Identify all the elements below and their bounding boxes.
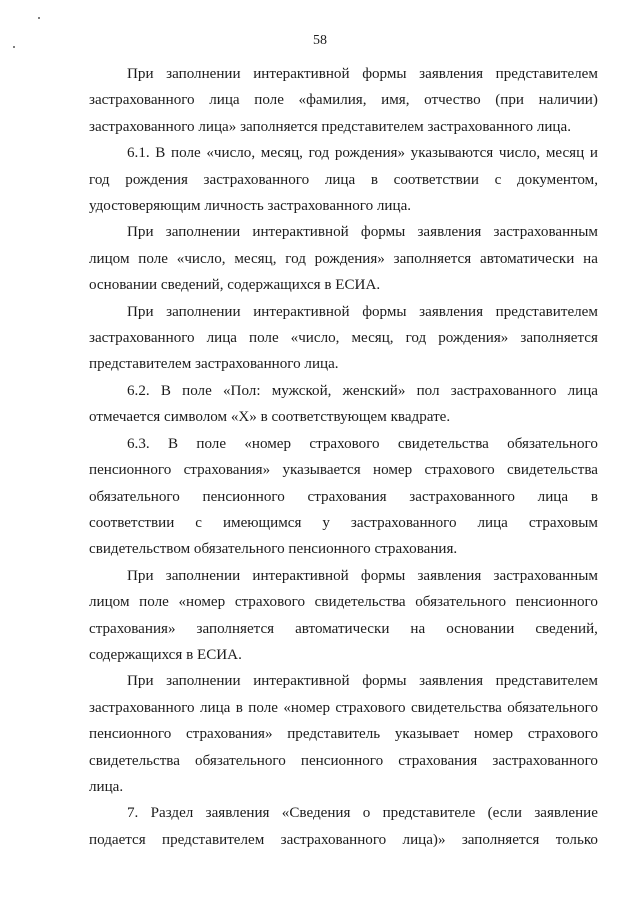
word: лица bbox=[537, 488, 569, 505]
word: отчество bbox=[424, 92, 481, 109]
page-number: 58 bbox=[313, 33, 327, 48]
word: При bbox=[127, 224, 154, 241]
word: застрахованного bbox=[492, 752, 598, 769]
text-line bbox=[89, 87, 598, 113]
word: лица)» bbox=[402, 831, 446, 848]
word: заявления bbox=[417, 567, 482, 584]
word: обязательного bbox=[415, 594, 507, 611]
scan-artifact-dot bbox=[38, 17, 40, 19]
word: заполнении bbox=[165, 567, 241, 584]
word: интерактивной bbox=[253, 66, 350, 82]
word: поле bbox=[254, 92, 284, 109]
word: В bbox=[155, 145, 166, 162]
word: формы bbox=[362, 673, 407, 690]
word: поле bbox=[182, 382, 212, 399]
word: В bbox=[160, 382, 171, 399]
word: сведений, bbox=[535, 620, 598, 637]
word: заявления bbox=[417, 224, 482, 241]
word: заявления bbox=[419, 303, 484, 320]
word: заявления bbox=[205, 805, 270, 822]
word: лицом bbox=[89, 594, 130, 611]
word: заявления bbox=[419, 66, 484, 82]
word: заявления bbox=[419, 673, 484, 690]
word: лица bbox=[324, 171, 356, 188]
word: соответствии bbox=[393, 171, 479, 188]
word: на bbox=[583, 250, 598, 267]
word: поле bbox=[249, 330, 279, 347]
word: «номер bbox=[244, 435, 292, 452]
word: номер bbox=[473, 726, 514, 743]
word: свидетельства bbox=[397, 435, 489, 452]
word: указываются bbox=[410, 145, 494, 162]
word: Раздел bbox=[150, 805, 194, 822]
word: заполнении bbox=[166, 303, 241, 320]
word: представителем bbox=[495, 673, 598, 690]
word: «Пол: bbox=[223, 382, 261, 399]
word: При bbox=[127, 673, 154, 690]
text-line bbox=[89, 748, 598, 774]
word: поле bbox=[138, 250, 168, 267]
word: страхования bbox=[398, 752, 478, 769]
word: наличии) bbox=[538, 92, 598, 109]
word: соответствии bbox=[89, 514, 175, 531]
text-line bbox=[89, 721, 598, 747]
word: месяц bbox=[545, 145, 585, 162]
word: заполнении bbox=[166, 673, 241, 690]
word: обязательного bbox=[507, 699, 598, 716]
word: интерактивной bbox=[253, 673, 350, 690]
text-line bbox=[89, 695, 598, 721]
word: документом, bbox=[516, 171, 598, 188]
text-line bbox=[89, 167, 598, 193]
word: страхового bbox=[234, 594, 306, 611]
text-line bbox=[89, 563, 598, 589]
word: автоматически bbox=[480, 250, 575, 267]
word: заполнении bbox=[166, 66, 241, 82]
text-line bbox=[89, 299, 598, 325]
word: только bbox=[555, 831, 598, 848]
word: застрахованного bbox=[203, 171, 310, 188]
word: свидетельства bbox=[89, 752, 180, 769]
text-line: представителем застрахованного лица. bbox=[89, 356, 339, 373]
word: страхования» bbox=[89, 620, 176, 637]
word: в bbox=[590, 488, 598, 505]
word: и bbox=[589, 145, 598, 162]
word: заполняется bbox=[196, 620, 275, 637]
word: на bbox=[410, 620, 426, 637]
word: рождения» bbox=[334, 145, 406, 162]
word: число, bbox=[498, 145, 541, 162]
text-line: лица. bbox=[89, 778, 124, 795]
word: интерактивной bbox=[253, 303, 350, 320]
scan-artifact-dot bbox=[13, 46, 15, 48]
word: страхового bbox=[335, 699, 406, 716]
word: страхования» bbox=[183, 462, 271, 479]
word: месяц, bbox=[260, 145, 303, 162]
word: страхового bbox=[424, 462, 495, 479]
body-text bbox=[89, 61, 598, 853]
word: интерактивной bbox=[252, 567, 349, 584]
word: представителе bbox=[382, 805, 476, 822]
word: лица bbox=[199, 699, 231, 716]
word: год bbox=[308, 145, 330, 162]
word: пенсионного bbox=[202, 488, 285, 505]
word: пенсионного bbox=[300, 752, 384, 769]
text-line: содержащихся в ЕСИА. bbox=[89, 646, 242, 663]
word: месяц, bbox=[234, 250, 277, 267]
word: лица bbox=[206, 330, 237, 347]
word: представитель bbox=[287, 726, 381, 743]
word: При bbox=[127, 66, 154, 82]
text-line bbox=[89, 484, 598, 510]
word: формы bbox=[360, 224, 406, 241]
word: рождения» bbox=[438, 330, 509, 347]
word: «число, bbox=[290, 330, 340, 347]
word: в bbox=[235, 699, 243, 716]
word: пенсионного bbox=[515, 594, 598, 611]
word: мужской, bbox=[271, 382, 332, 399]
word: представителем bbox=[495, 303, 598, 320]
word: застрахованного bbox=[89, 92, 195, 109]
word: В bbox=[167, 435, 179, 452]
text-line bbox=[89, 589, 598, 615]
word: рождения bbox=[125, 171, 188, 188]
word: поле bbox=[196, 435, 227, 452]
text-line: отмечается символом «Х» в соответствующем квадрате. bbox=[89, 409, 451, 426]
word: обязательного bbox=[89, 488, 180, 505]
word: поле bbox=[139, 594, 169, 611]
word: застрахованного bbox=[450, 382, 557, 399]
word: (при bbox=[495, 92, 524, 109]
word: лица bbox=[477, 514, 508, 531]
text-line bbox=[89, 457, 598, 483]
word: лицом bbox=[89, 250, 130, 267]
word: поле bbox=[248, 699, 278, 716]
word: с bbox=[494, 171, 502, 188]
word: с bbox=[195, 514, 202, 531]
word: год bbox=[405, 330, 427, 347]
word: обязательного bbox=[195, 752, 286, 769]
word: свидетельства bbox=[314, 594, 406, 611]
word: заполняется bbox=[461, 831, 540, 848]
text-line: свидетельством обязательного пенсионного страхования. bbox=[89, 541, 458, 558]
word: номер bbox=[373, 462, 413, 479]
word: пенсионного bbox=[89, 462, 172, 479]
word: формы bbox=[360, 567, 406, 584]
word: имеющимся bbox=[222, 514, 302, 531]
word: пол bbox=[416, 382, 440, 399]
text-line bbox=[89, 246, 598, 272]
word: застрахованного bbox=[89, 330, 195, 347]
word: указывает bbox=[394, 726, 460, 743]
word: «число, bbox=[206, 145, 256, 162]
word: страховым bbox=[528, 514, 598, 531]
text-line: основании сведений, содержащихся в ЕСИА. bbox=[89, 277, 381, 294]
text-line bbox=[89, 378, 598, 404]
text-line bbox=[89, 431, 598, 457]
text-line bbox=[89, 219, 598, 245]
word: 6.3. bbox=[127, 435, 150, 452]
word: «число, bbox=[176, 250, 226, 267]
word: год bbox=[285, 250, 306, 267]
text-line bbox=[89, 61, 598, 87]
word: свидетельства bbox=[507, 462, 598, 479]
text-line bbox=[89, 827, 598, 853]
word: заполнении bbox=[165, 224, 241, 241]
word: о bbox=[362, 805, 371, 822]
text-line bbox=[89, 616, 598, 642]
word: подается bbox=[89, 831, 146, 848]
word: страхования bbox=[307, 488, 387, 505]
word: При bbox=[127, 567, 154, 584]
word: застрахованным bbox=[493, 567, 598, 584]
word: «номер bbox=[283, 699, 330, 716]
word: При bbox=[127, 303, 154, 320]
word: застрахованного bbox=[409, 488, 515, 505]
word: пенсионного bbox=[89, 726, 172, 743]
word: «Сведения bbox=[281, 805, 351, 822]
word: месяц, bbox=[351, 330, 394, 347]
word: имя, bbox=[381, 92, 410, 109]
word: год bbox=[89, 171, 110, 188]
word: свидетельства bbox=[410, 699, 502, 716]
text-line bbox=[89, 140, 598, 166]
word: заполняется bbox=[520, 330, 598, 347]
word: заполняется bbox=[393, 250, 472, 267]
text-line: удостоверяющим личность застрахованного лица. bbox=[89, 198, 412, 215]
text-line bbox=[89, 325, 598, 351]
word: женский» bbox=[342, 382, 406, 399]
word: основании bbox=[446, 620, 515, 637]
word: лица bbox=[567, 382, 598, 399]
word: представителем bbox=[495, 66, 598, 82]
word: у bbox=[322, 514, 330, 531]
text-line bbox=[89, 510, 598, 536]
word: интерактивной bbox=[252, 224, 349, 241]
word: 6.1. bbox=[127, 145, 150, 162]
word: «фамилия, bbox=[298, 92, 367, 109]
word: в bbox=[370, 171, 378, 188]
word: 7. bbox=[127, 805, 139, 822]
word: застрахованным bbox=[493, 224, 598, 241]
word: обязательного bbox=[507, 435, 598, 452]
word: рождения» bbox=[314, 250, 385, 267]
word: формы bbox=[362, 66, 407, 82]
word: страхового bbox=[527, 726, 598, 743]
word: (если bbox=[487, 805, 523, 822]
word: заявление bbox=[534, 805, 598, 822]
word: «номер bbox=[178, 594, 226, 611]
word: застрахованного bbox=[280, 831, 387, 848]
word: застрахованного bbox=[89, 699, 195, 716]
word: поле bbox=[171, 145, 201, 162]
word: страхового bbox=[309, 435, 380, 452]
word: представителем bbox=[162, 831, 265, 848]
word: застрахованного bbox=[350, 514, 457, 531]
text-line bbox=[89, 800, 598, 826]
word: страхования» bbox=[185, 726, 273, 743]
text-line bbox=[89, 668, 598, 694]
word: 6.2. bbox=[127, 382, 150, 399]
word: формы bbox=[362, 303, 407, 320]
word: автоматически bbox=[295, 620, 390, 637]
text-line: застрахованного лица» заполняется представителем застрахованного лица. bbox=[89, 118, 571, 135]
word: лица bbox=[209, 92, 240, 109]
word: указывается bbox=[282, 462, 361, 479]
